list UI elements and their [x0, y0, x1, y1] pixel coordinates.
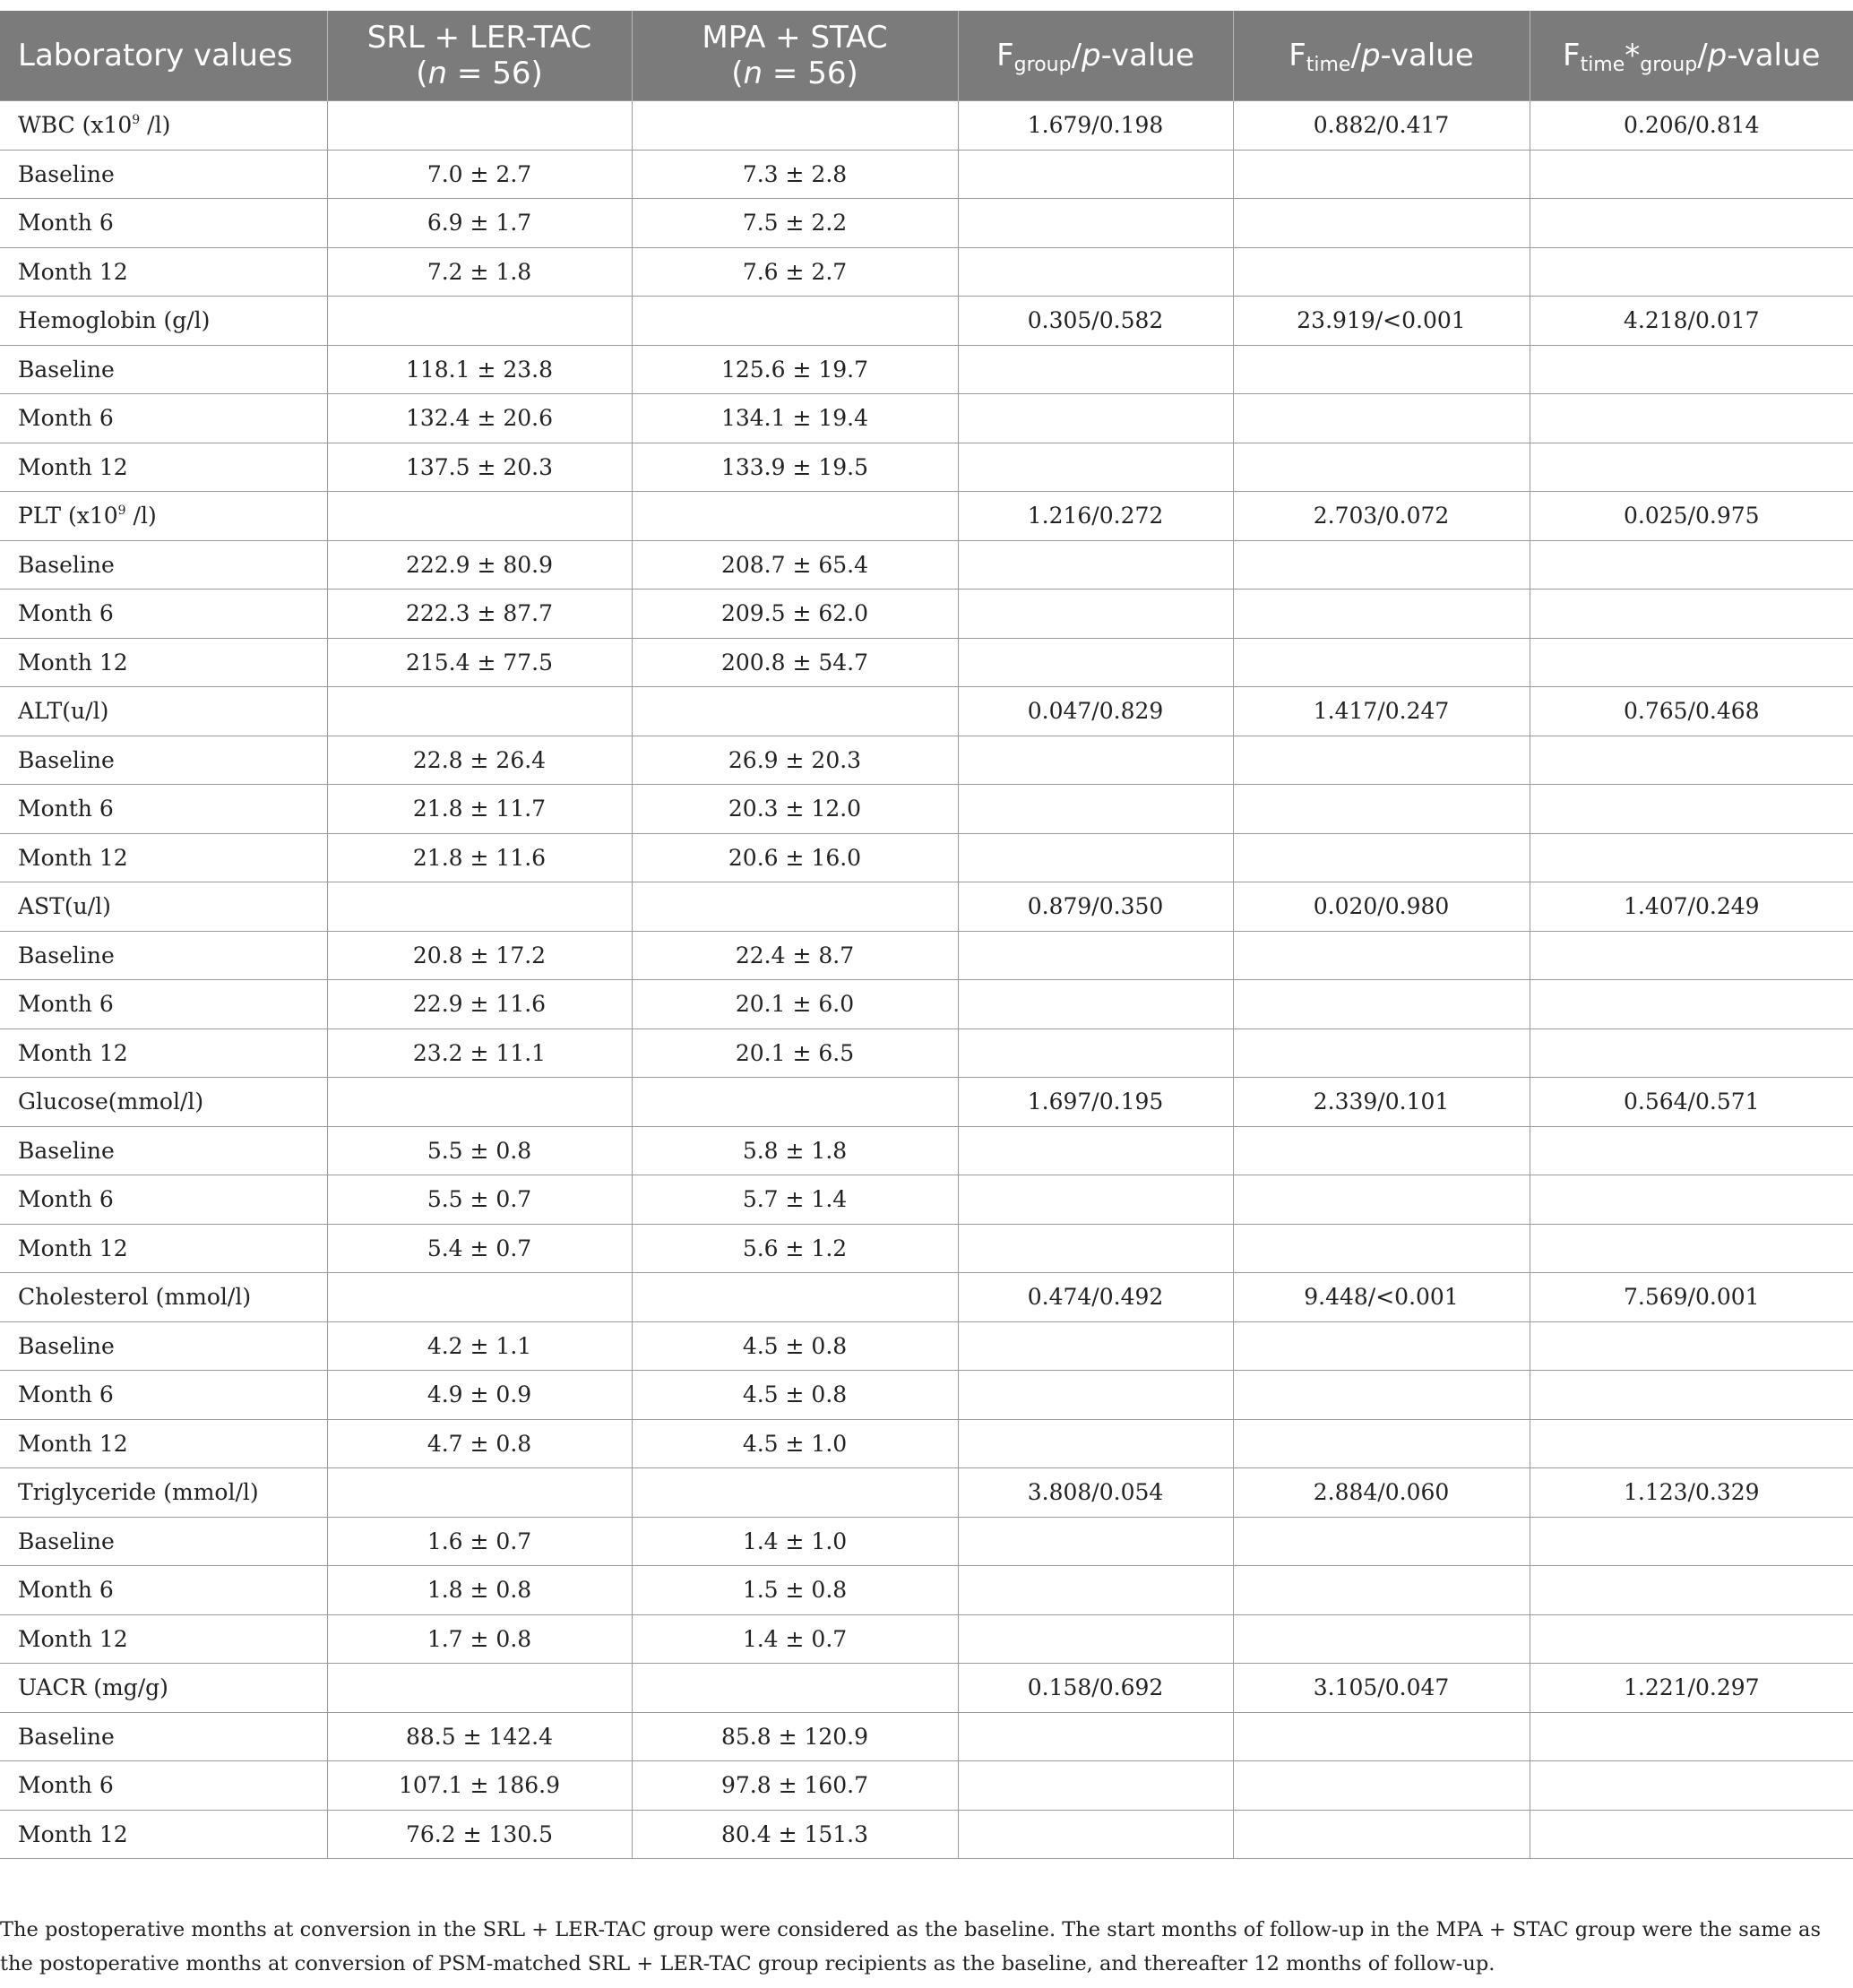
- f-time-cell: [1233, 1712, 1530, 1761]
- row-label: WBC ($x10^9$ /l): [0, 101, 327, 151]
- f-time-group-cell: [1530, 1419, 1853, 1468]
- f-group-cell: [958, 736, 1233, 785]
- mpa-stac-cell: 80.4 ± 151.3: [632, 1810, 958, 1859]
- srl-ler-tac-cell: [327, 1273, 632, 1322]
- srl-ler-tac-cell: 22.8 ± 26.4: [327, 736, 632, 785]
- f-time-cell: [1233, 590, 1530, 639]
- row-label: PLT ($x10^9$ /l): [0, 492, 327, 541]
- row-label: Month 12: [0, 1224, 327, 1273]
- f-time-group-cell: [1530, 1566, 1853, 1615]
- table-row: [0, 590, 1853, 639]
- f-time-cell: [1233, 1517, 1530, 1566]
- mpa-stac-cell: 20.1 ± 6.5: [632, 1028, 958, 1078]
- f-time-group-cell: 1.123/0.329: [1530, 1468, 1853, 1518]
- f-time-cell: [1233, 1371, 1530, 1420]
- f-group-cell: [958, 1517, 1233, 1566]
- mpa-stac-cell: 20.1 ± 6.0: [632, 980, 958, 1029]
- srl-ler-tac-cell: 76.2 ± 130.5: [327, 1810, 632, 1859]
- f-time-cell: [1233, 785, 1530, 834]
- f-time-cell: [1233, 1028, 1530, 1078]
- table-row: [0, 1175, 1853, 1225]
- srl-ler-tac-cell: [327, 492, 632, 541]
- table-row: [0, 736, 1853, 785]
- f-group-cell: 1.679/0.198: [958, 101, 1233, 151]
- table-row: [0, 150, 1853, 199]
- f-time-group-cell: [1530, 443, 1853, 492]
- row-label: Triglyceride (mmol/l): [0, 1468, 327, 1518]
- table-footnote: The postoperative months at conversion in the SRL + LER-TAC group were considered as the baseline. The start months of follow-up in the MPA + STAC group were the same as the postoperative months at conversion of PSM-matched SRL + LER-TAC group recipients as the baseline, and thereafter 12 months of follow-up.: [0, 1918, 1821, 1975]
- mpa-stac-cell: 1.4 ± 0.7: [632, 1614, 958, 1664]
- f-group-cell: 3.808/0.054: [958, 1468, 1233, 1518]
- mpa-stac-cell: 85.8 ± 120.9: [632, 1712, 958, 1761]
- srl-ler-tac-cell: 21.8 ± 11.6: [327, 833, 632, 882]
- row-label: Month 6: [0, 394, 327, 443]
- f-group-cell: [958, 1810, 1233, 1859]
- srl-ler-tac-cell: 20.8 ± 17.2: [327, 931, 632, 980]
- f-group-cell: [958, 345, 1233, 394]
- row-label: Month 12: [0, 1810, 327, 1859]
- mpa-stac-cell: 209.5 ± 62.0: [632, 590, 958, 639]
- f-time-cell: 9.448/<0.001: [1233, 1273, 1530, 1322]
- f-time-cell: [1233, 638, 1530, 687]
- srl-ler-tac-cell: 1.6 ± 0.7: [327, 1517, 632, 1566]
- f-group-cell: [958, 1321, 1233, 1371]
- f-time-group-cell: [1530, 394, 1853, 443]
- srl-ler-tac-cell: [327, 1468, 632, 1518]
- table-row: [0, 247, 1853, 297]
- row-label: Month 12: [0, 638, 327, 687]
- f-time-cell: [1233, 394, 1530, 443]
- f-group-cell: [958, 1371, 1233, 1420]
- srl-ler-tac-cell: 22.9 ± 11.6: [327, 980, 632, 1029]
- table-row: [0, 345, 1853, 394]
- f-time-group-cell: [1530, 1810, 1853, 1859]
- f-group-cell: [958, 1126, 1233, 1175]
- mpa-stac-cell: 1.4 ± 1.0: [632, 1517, 958, 1566]
- f-time-group-cell: [1530, 931, 1853, 980]
- table-row: [0, 1614, 1853, 1664]
- f-group-cell: [958, 638, 1233, 687]
- table-row: [0, 1028, 1853, 1078]
- f-time-cell: 23.919/<0.001: [1233, 297, 1530, 346]
- f-time-cell: [1233, 1614, 1530, 1664]
- table-container: [0, 11, 1853, 1859]
- mpa-stac-cell: 26.9 ± 20.3: [632, 736, 958, 785]
- mpa-stac-cell: 5.8 ± 1.8: [632, 1126, 958, 1175]
- table-row: [0, 931, 1853, 980]
- srl-ler-tac-cell: [327, 1664, 632, 1713]
- table-row: [0, 297, 1853, 346]
- table-row: [0, 833, 1853, 882]
- row-label: Month 6: [0, 1175, 327, 1225]
- mpa-stac-cell: [632, 687, 958, 736]
- mpa-stac-cell: 22.4 ± 8.7: [632, 931, 958, 980]
- table-body: [0, 101, 1853, 1859]
- f-time-cell: [1233, 443, 1530, 492]
- table-row: [0, 785, 1853, 834]
- table-row: [0, 443, 1853, 492]
- f-group-cell: [958, 1761, 1233, 1811]
- f-time-group-cell: [1530, 833, 1853, 882]
- f-time-cell: [1233, 540, 1530, 590]
- srl-ler-tac-cell: [327, 101, 632, 151]
- f-time-group-cell: 0.765/0.468: [1530, 687, 1853, 736]
- row-label: Month 12: [0, 443, 327, 492]
- mpa-stac-cell: 97.8 ± 160.7: [632, 1761, 958, 1811]
- row-label: Baseline: [0, 1517, 327, 1566]
- table-header: [0, 11, 1853, 101]
- f-group-cell: 0.047/0.829: [958, 687, 1233, 736]
- f-time-cell: [1233, 1761, 1530, 1811]
- mpa-stac-cell: 200.8 ± 54.7: [632, 638, 958, 687]
- f-time-group-cell: [1530, 785, 1853, 834]
- mpa-stac-cell: 5.6 ± 1.2: [632, 1224, 958, 1273]
- f-time-cell: 2.884/0.060: [1233, 1468, 1530, 1518]
- f-time-group-cell: [1530, 1614, 1853, 1664]
- srl-ler-tac-cell: 5.4 ± 0.7: [327, 1224, 632, 1273]
- row-label: Month 6: [0, 1371, 327, 1420]
- srl-ler-tac-cell: 4.9 ± 0.9: [327, 1371, 632, 1420]
- f-group-cell: [958, 199, 1233, 248]
- mpa-stac-cell: 125.6 ± 19.7: [632, 345, 958, 394]
- f-time-group-cell: [1530, 638, 1853, 687]
- header-laboratory-values: Laboratory values: [0, 11, 327, 101]
- table-row: [0, 394, 1853, 443]
- f-time-cell: [1233, 1566, 1530, 1615]
- mpa-stac-cell: [632, 1078, 958, 1127]
- table-row: [0, 1224, 1853, 1273]
- f-time-group-cell: [1530, 1761, 1853, 1811]
- f-time-cell: [1233, 931, 1530, 980]
- f-time-cell: 2.339/0.101: [1233, 1078, 1530, 1127]
- header-mpa-stac: MPA + STAC (n = 56): [632, 11, 958, 101]
- header-f-time: $F_{time}/p$-value: [1233, 11, 1530, 101]
- srl-ler-tac-cell: 88.5 ± 142.4: [327, 1712, 632, 1761]
- f-time-cell: 3.105/0.047: [1233, 1664, 1530, 1713]
- mpa-stac-cell: [632, 882, 958, 932]
- srl-ler-tac-cell: 6.9 ± 1.7: [327, 199, 632, 248]
- mpa-stac-cell: 20.6 ± 16.0: [632, 833, 958, 882]
- f-time-group-cell: 1.221/0.297: [1530, 1664, 1853, 1713]
- srl-ler-tac-cell: [327, 882, 632, 932]
- f-group-cell: 0.158/0.692: [958, 1664, 1233, 1713]
- row-label: Month 6: [0, 199, 327, 248]
- mpa-stac-cell: 208.7 ± 65.4: [632, 540, 958, 590]
- f-time-group-cell: 7.569/0.001: [1530, 1273, 1853, 1322]
- mpa-stac-cell: [632, 492, 958, 541]
- srl-ler-tac-cell: 23.2 ± 11.1: [327, 1028, 632, 1078]
- f-group-cell: [958, 443, 1233, 492]
- srl-ler-tac-cell: [327, 297, 632, 346]
- f-time-group-cell: [1530, 345, 1853, 394]
- mpa-stac-cell: 134.1 ± 19.4: [632, 394, 958, 443]
- f-time-group-cell: [1530, 590, 1853, 639]
- srl-ler-tac-cell: 118.1 ± 23.8: [327, 345, 632, 394]
- srl-ler-tac-cell: 4.2 ± 1.1: [327, 1321, 632, 1371]
- table-row: [0, 638, 1853, 687]
- table-row: [0, 1566, 1853, 1615]
- mpa-stac-cell: [632, 101, 958, 151]
- header-row: [0, 11, 1853, 101]
- table-row: [0, 1321, 1853, 1371]
- f-group-cell: [958, 247, 1233, 297]
- table-row: [0, 1126, 1853, 1175]
- table-row: [0, 980, 1853, 1029]
- f-time-cell: [1233, 1321, 1530, 1371]
- row-label: Month 6: [0, 1566, 327, 1615]
- f-time-cell: [1233, 199, 1530, 248]
- f-time-group-cell: [1530, 1126, 1853, 1175]
- f-time-cell: [1233, 1810, 1530, 1859]
- row-label: Month 6: [0, 1761, 327, 1811]
- f-group-cell: [958, 150, 1233, 199]
- f-time-group-cell: [1530, 1321, 1853, 1371]
- f-time-group-cell: [1530, 540, 1853, 590]
- f-group-cell: 1.697/0.195: [958, 1078, 1233, 1127]
- f-group-cell: [958, 1566, 1233, 1615]
- table-row: [0, 1419, 1853, 1468]
- mpa-stac-cell: 7.6 ± 2.7: [632, 247, 958, 297]
- row-label: Glucose(mmol/l): [0, 1078, 327, 1127]
- srl-ler-tac-cell: 222.9 ± 80.9: [327, 540, 632, 590]
- f-time-cell: 0.020/0.980: [1233, 882, 1530, 932]
- table-row: [0, 1371, 1853, 1420]
- row-label: Hemoglobin (g/l): [0, 297, 327, 346]
- mpa-stac-cell: [632, 297, 958, 346]
- f-group-cell: [958, 1419, 1233, 1468]
- row-label: AST(u/l): [0, 882, 327, 932]
- f-time-group-cell: [1530, 1712, 1853, 1761]
- row-label: Month 12: [0, 1614, 327, 1664]
- table-row: [0, 1078, 1853, 1127]
- f-group-cell: [958, 980, 1233, 1029]
- srl-ler-tac-cell: 107.1 ± 186.9: [327, 1761, 632, 1811]
- f-time-group-cell: [1530, 199, 1853, 248]
- table-row: [0, 1810, 1853, 1859]
- row-label: Month 6: [0, 980, 327, 1029]
- mpa-stac-cell: 7.3 ± 2.8: [632, 150, 958, 199]
- mpa-stac-cell: 7.5 ± 2.2: [632, 199, 958, 248]
- srl-ler-tac-cell: 1.8 ± 0.8: [327, 1566, 632, 1615]
- mpa-stac-cell: [632, 1468, 958, 1518]
- srl-ler-tac-cell: [327, 1078, 632, 1127]
- mpa-stac-cell: 5.7 ± 1.4: [632, 1175, 958, 1225]
- table-row: [0, 199, 1853, 248]
- f-group-cell: [958, 1712, 1233, 1761]
- f-time-group-cell: 0.564/0.571: [1530, 1078, 1853, 1127]
- f-group-cell: [958, 1614, 1233, 1664]
- f-group-cell: 0.305/0.582: [958, 297, 1233, 346]
- f-time-cell: [1233, 345, 1530, 394]
- f-time-cell: [1233, 833, 1530, 882]
- table-row: [0, 1761, 1853, 1811]
- mpa-stac-cell: 133.9 ± 19.5: [632, 443, 958, 492]
- table-row: [0, 1664, 1853, 1713]
- srl-ler-tac-cell: 5.5 ± 0.7: [327, 1175, 632, 1225]
- f-time-group-cell: [1530, 1517, 1853, 1566]
- table-row: [0, 1712, 1853, 1761]
- f-group-cell: [958, 1028, 1233, 1078]
- f-group-cell: [958, 785, 1233, 834]
- f-group-cell: [958, 590, 1233, 639]
- f-time-cell: [1233, 736, 1530, 785]
- srl-ler-tac-cell: 137.5 ± 20.3: [327, 443, 632, 492]
- srl-ler-tac-cell: 7.0 ± 2.7: [327, 150, 632, 199]
- row-label: Month 12: [0, 833, 327, 882]
- row-label: Baseline: [0, 345, 327, 394]
- f-group-cell: [958, 1224, 1233, 1273]
- row-label: UACR (mg/g): [0, 1664, 327, 1713]
- srl-ler-tac-cell: 4.7 ± 0.8: [327, 1419, 632, 1468]
- f-time-group-cell: [1530, 150, 1853, 199]
- row-label: Baseline: [0, 736, 327, 785]
- row-label: Baseline: [0, 1126, 327, 1175]
- f-time-group-cell: [1530, 1175, 1853, 1225]
- srl-ler-tac-cell: 7.2 ± 1.8: [327, 247, 632, 297]
- table-row: [0, 1468, 1853, 1518]
- f-time-group-cell: 4.218/0.017: [1530, 297, 1853, 346]
- srl-ler-tac-cell: 21.8 ± 11.7: [327, 785, 632, 834]
- f-time-cell: [1233, 1224, 1530, 1273]
- mpa-stac-cell: [632, 1273, 958, 1322]
- table-row: [0, 1273, 1853, 1322]
- srl-ler-tac-cell: 132.4 ± 20.6: [327, 394, 632, 443]
- f-group-cell: [958, 1175, 1233, 1225]
- mpa-stac-cell: 1.5 ± 0.8: [632, 1566, 958, 1615]
- f-group-cell: [958, 540, 1233, 590]
- row-label: Month 12: [0, 247, 327, 297]
- f-time-cell: [1233, 1175, 1530, 1225]
- f-time-cell: [1233, 150, 1530, 199]
- f-group-cell: [958, 833, 1233, 882]
- header-f-time-group: $F_{time}*_{group}/p$-value: [1530, 11, 1853, 101]
- f-time-group-cell: 0.025/0.975: [1530, 492, 1853, 541]
- srl-ler-tac-cell: [327, 687, 632, 736]
- row-label: Month 12: [0, 1419, 327, 1468]
- srl-ler-tac-cell: 5.5 ± 0.8: [327, 1126, 632, 1175]
- table-row: [0, 492, 1853, 541]
- f-time-cell: 1.417/0.247: [1233, 687, 1530, 736]
- f-time-cell: [1233, 1126, 1530, 1175]
- f-group-cell: [958, 394, 1233, 443]
- f-time-cell: [1233, 247, 1530, 297]
- f-time-group-cell: [1530, 1371, 1853, 1420]
- table-row: [0, 1517, 1853, 1566]
- table-row: [0, 101, 1853, 151]
- row-label: Baseline: [0, 150, 327, 199]
- row-label: Baseline: [0, 931, 327, 980]
- f-time-group-cell: [1530, 1028, 1853, 1078]
- table-row: [0, 687, 1853, 736]
- mpa-stac-cell: 20.3 ± 12.0: [632, 785, 958, 834]
- header-srl-ler-tac: SRL + LER-TAC (n = 56): [327, 11, 632, 101]
- row-label: Cholesterol (mmol/l): [0, 1273, 327, 1322]
- srl-ler-tac-cell: 222.3 ± 87.7: [327, 590, 632, 639]
- f-time-cell: [1233, 1419, 1530, 1468]
- srl-ler-tac-cell: 1.7 ± 0.8: [327, 1614, 632, 1664]
- header-f-group: $F_{group}/p$-value: [958, 11, 1233, 101]
- table-row: [0, 882, 1853, 932]
- f-time-cell: [1233, 980, 1530, 1029]
- row-label: Baseline: [0, 1321, 327, 1371]
- f-time-group-cell: 1.407/0.249: [1530, 882, 1853, 932]
- f-group-cell: 0.879/0.350: [958, 882, 1233, 932]
- row-label: Month 6: [0, 590, 327, 639]
- f-group-cell: 1.216/0.272: [958, 492, 1233, 541]
- row-label: Month 12: [0, 1028, 327, 1078]
- row-label: ALT(u/l): [0, 687, 327, 736]
- f-time-cell: 2.703/0.072: [1233, 492, 1530, 541]
- f-time-group-cell: [1530, 736, 1853, 785]
- mpa-stac-cell: 4.5 ± 0.8: [632, 1321, 958, 1371]
- srl-ler-tac-cell: 215.4 ± 77.5: [327, 638, 632, 687]
- laboratory-values-table: [0, 11, 1853, 1859]
- mpa-stac-cell: [632, 1664, 958, 1713]
- row-label: Baseline: [0, 540, 327, 590]
- table-row: [0, 540, 1853, 590]
- mpa-stac-cell: 4.5 ± 1.0: [632, 1419, 958, 1468]
- f-group-cell: 0.474/0.492: [958, 1273, 1233, 1322]
- f-time-group-cell: [1530, 1224, 1853, 1273]
- f-time-group-cell: [1530, 247, 1853, 297]
- row-label: Month 6: [0, 785, 327, 834]
- f-group-cell: [958, 931, 1233, 980]
- mpa-stac-cell: 4.5 ± 0.8: [632, 1371, 958, 1420]
- f-time-group-cell: [1530, 980, 1853, 1029]
- f-time-cell: 0.882/0.417: [1233, 101, 1530, 151]
- f-time-group-cell: 0.206/0.814: [1530, 101, 1853, 151]
- row-label: Baseline: [0, 1712, 327, 1761]
